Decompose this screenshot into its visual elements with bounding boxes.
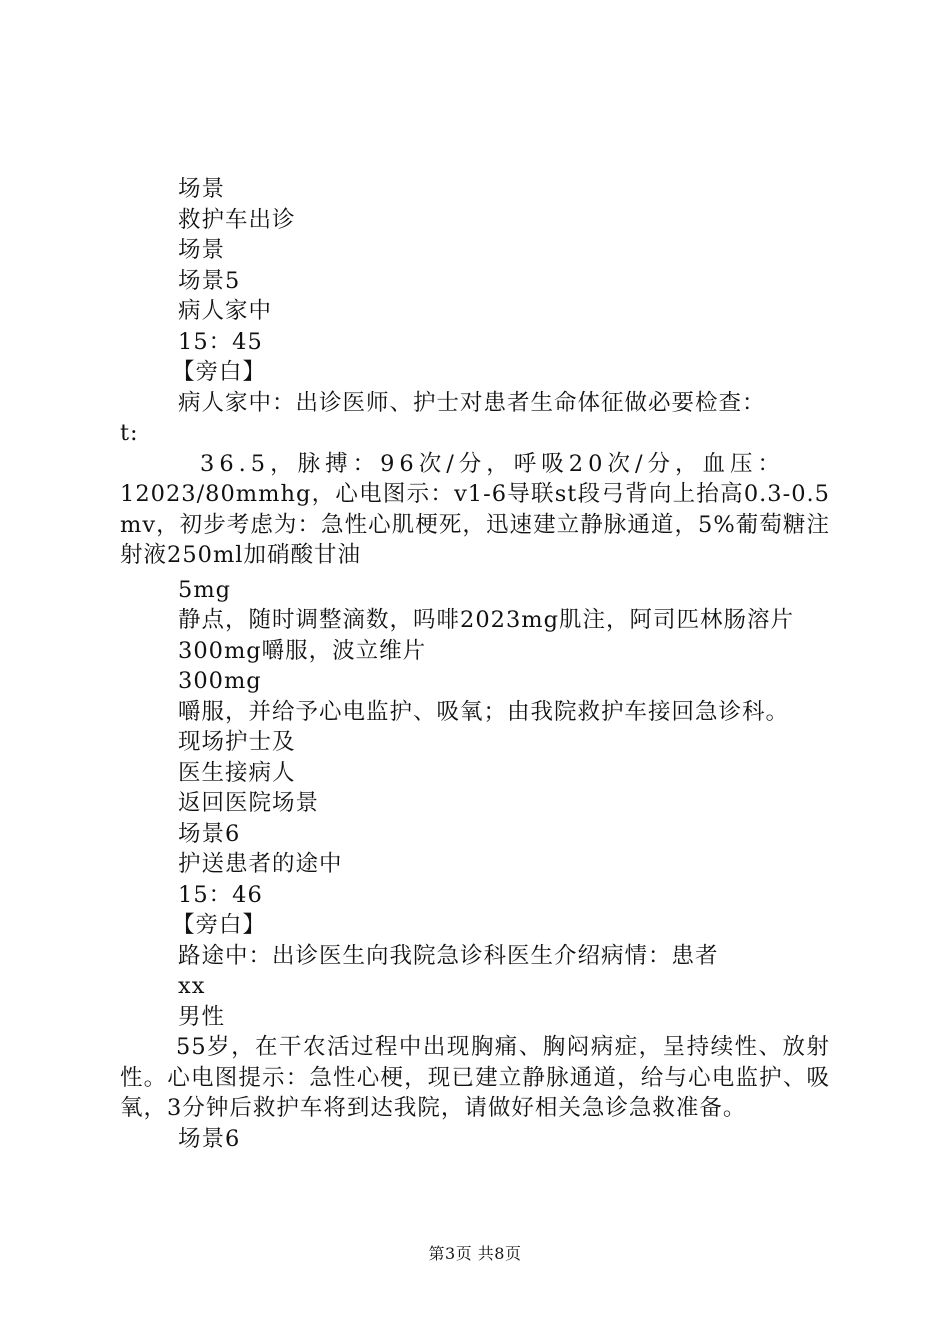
text-line: 病人家中：出诊医师、护士对患者生命体征做必要检查： [178,389,766,416]
page-footer: 第3页 共8页 [428,1244,522,1263]
text-line: 路途中：出诊医生向我院急诊科医生介绍病情：患者 [178,942,719,969]
text-line: 病人家中 [178,298,273,324]
narration-label: 【旁白】 [172,359,267,385]
text-line: 15：46 [178,881,263,908]
vitals-line: 36.5，脉搏：96次/分，呼吸20次/分，血压： [200,450,786,477]
text-line: 护送患者的途中 [178,851,343,877]
text-line: 场景6 [178,820,241,847]
paragraph: 55岁，在干农活过程中出现胸痛、胸闷病症，呈持续性、放射性。心电图提示：急性心梗，现已建立静脉通道，给与心电监护、吸氧，3分钟后救护车将到达我院，请做好相关急诊急救准备。 [120,1034,830,1121]
text-line: 场景5 [178,267,241,294]
text-line: 15：45 [178,328,263,355]
text-line: 场景6 [178,1125,241,1152]
text-line: 嚼服，并给予心电监护、吸氧；由我院救护车接回急诊科。 [178,698,790,725]
text-line: 300mg嚼服，波立维片 [178,637,427,664]
text-line: 5mg [178,576,232,603]
text-line: 返回医院场景 [178,790,320,816]
narration-label: 【旁白】 [172,912,267,938]
text-line: 场景 [178,176,226,202]
document-body [120,174,830,1154]
text-line: 救护车出诊 [178,206,296,233]
text-line: 男性 [178,1003,226,1030]
text-line: 静点，随时调整滴数，吗啡2023mg肌注，阿司匹林肠溶片 [178,607,795,633]
paragraph: 12023/80mmhg，心电图示：v1-6导联st段弓背向上抬高0.3-0.5mv，初步考虑为：急性心肌梗死，迅速建立静脉通道，5%葡萄糖注射液250ml加硝酸甘油 [120,481,830,568]
text-line: 医生接病人 [178,759,296,786]
text-line: xx [178,973,206,999]
text-line: t: [120,420,139,446]
text-line: 场景 [178,237,226,263]
text-line: 300mg [178,668,262,694]
text-line: 现场护士及 [178,729,296,755]
